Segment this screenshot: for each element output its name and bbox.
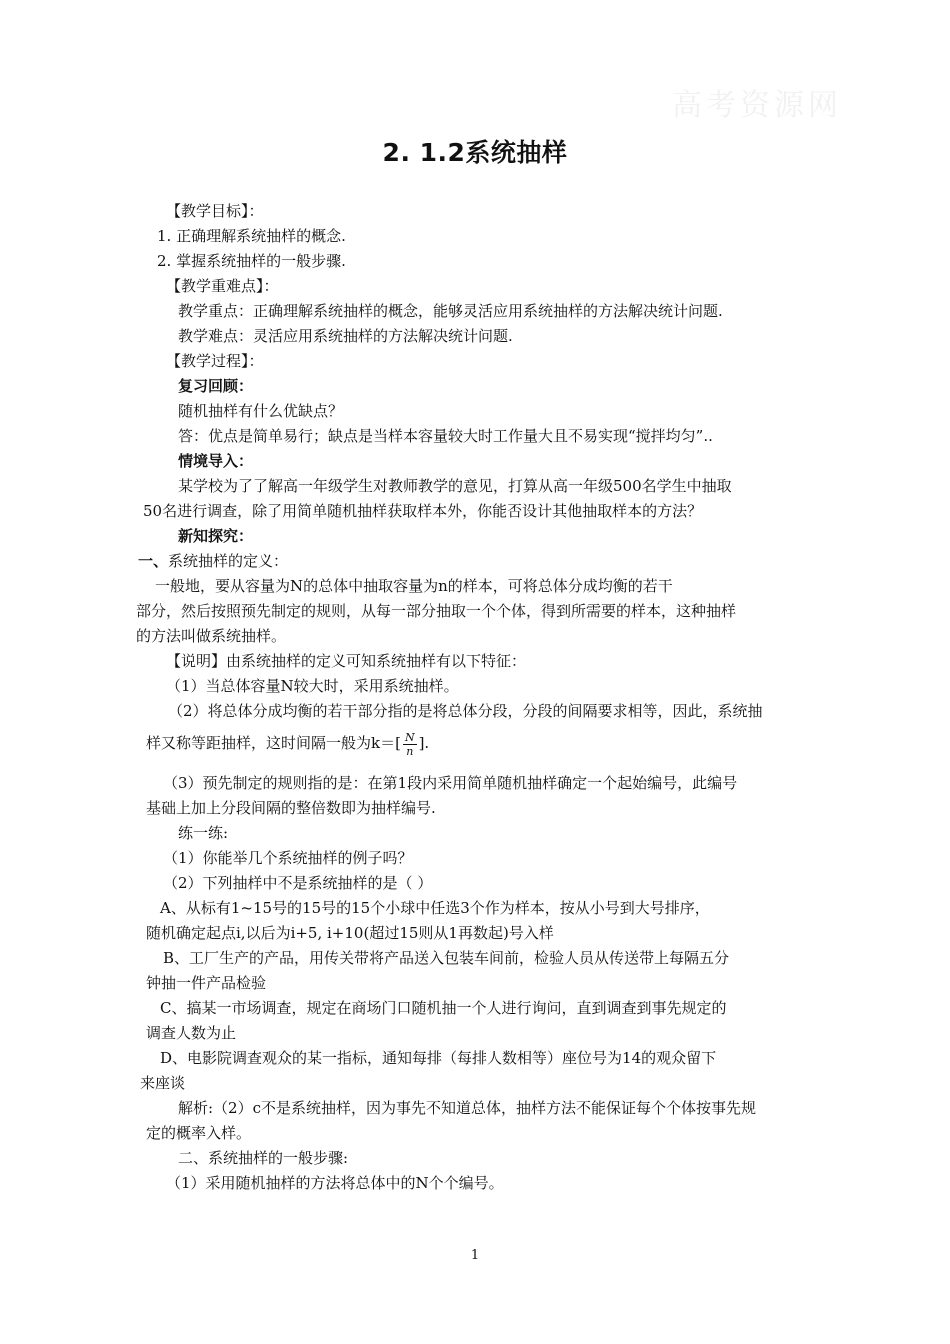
option-d-line-1: D、电影院调查观众的某一指标，通知每排（每排人数相等）座位号为14的观众留下: [160, 1049, 717, 1067]
review-title: 复习回顾：: [178, 377, 254, 395]
option-b-line-1: B、工厂生产的产品，用传关带将产品送入包装车间前，检验人员从传送带上每隔五分: [163, 949, 730, 967]
objective-item-1: 1. 正确理解系统抽样的概念.: [157, 227, 346, 245]
fraction-denominator: n: [406, 744, 414, 758]
scenario-line-2: 50名进行调查，除了用简单随机抽样获取样本外，你能否设计其他抽取样本的方法？: [143, 502, 703, 520]
note-2-interval-text: 样又称等距抽样，这时间隔一般为k＝[: [146, 734, 401, 752]
definition-heading: [138, 549, 288, 573]
option-d-line-2: 来座谈: [140, 1074, 186, 1092]
option-a-line-1: A、从标有1~15号的15号的15个小球中任选3个作为样本，按从小号到大号排序，: [160, 899, 710, 917]
note-3-line-1: （3）预先制定的规则指的是：在第1段内采用简单随机抽样确定一个起始编号，此编号: [163, 774, 738, 792]
note-2-line-2: [146, 726, 429, 760]
definition-line-3: 的方法叫做系统抽样。: [136, 627, 287, 645]
page-number: 1: [470, 1248, 480, 1263]
practice-question-1: （1）你能举几个系统抽样的例子吗？: [163, 849, 413, 867]
scenario-title: 情境导入：: [178, 452, 254, 470]
review-answer: 答：优点是简单易行；缺点是当样本容量较大时工作量大且不易实现“搅拌均匀”..: [178, 427, 713, 445]
key-points-header: 【教学重难点】：: [166, 277, 279, 295]
steps-heading: 二、系统抽样的一般步骤:: [178, 1149, 349, 1167]
definition-heading-number: 一、: [138, 552, 169, 570]
objectives-header: 【教学目标】：: [166, 202, 264, 220]
definition-line-1: 一般地，要从容量为N的总体中抽取容量为n的样本，可将总体分成均衡的若干: [155, 577, 673, 595]
watermark-logo: 高考资源网: [672, 88, 842, 123]
note-2-interval-close: ].: [418, 734, 430, 752]
objective-item-2: 2. 掌握系统抽样的一般步骤.: [157, 252, 346, 270]
process-header: 【教学过程】：: [166, 352, 264, 370]
key-point-focus: 教学重点：正确理解系统抽样的概念，能够灵活应用系统抽样的方法解决统计问题.: [178, 302, 723, 320]
practice-question-2: （2）下列抽样中不是系统抽样的是（ ）: [163, 874, 433, 892]
option-c-line-1: C、搞某一市场调查，规定在商场门口随机抽一个人进行询问，直到调查到事先规定的: [160, 999, 727, 1017]
key-point-difficulty: 教学难点：灵活应用系统抽样的方法解决统计问题.: [178, 327, 513, 345]
option-c-line-2: 调查人数为止: [146, 1024, 237, 1042]
step-1: （1）采用随机抽样的方法将总体中的N个个编号。: [166, 1174, 504, 1192]
interval-fraction: [403, 731, 417, 758]
option-b-line-2: 钟抽一件产品检验: [146, 974, 267, 992]
notes-header: 【说明】由系统抽样的定义可知系统抽样有以下特征：: [166, 652, 527, 670]
scenario-line-1: 某学校为了了解高一年级学生对教师教学的意见，打算从高一年级500名学生中抽取: [178, 477, 732, 495]
definition-line-2: 部分，然后按照预先制定的规则，从每一部分抽取一个个体，得到所需要的样本，这种抽样: [136, 602, 737, 620]
note-2-line-1: （2）将总体分成均衡的若干部分指的是将总体分段，分段的间隔要求相等，因此，系统抽: [168, 702, 763, 720]
option-a-line-2: 随机确定起点i,以后为i+5, i+10(超过15则从1再数起)号入样: [146, 924, 554, 942]
fraction-numerator: N: [404, 730, 415, 744]
explore-title: 新知探究：: [178, 527, 254, 545]
note-3-line-2: 基础上加上分段间隔的整倍数即为抽样编号.: [146, 799, 436, 817]
review-question: 随机抽样有什么优缺点？: [178, 402, 344, 420]
note-1: （1）当总体容量N较大时，采用系统抽样。: [166, 677, 459, 695]
practice-title: 练一练:: [178, 824, 229, 842]
analysis-line-2: 定的概率入样。: [146, 1124, 252, 1142]
definition-heading-text: 系统抽样的定义：: [168, 552, 289, 570]
analysis-line-1: 解析:（2）c不是系统抽样，因为事先不知道总体，抽样方法不能保证每个个体按事先规: [178, 1099, 757, 1117]
page-title: 2. 1.2系统抽样: [382, 138, 568, 167]
